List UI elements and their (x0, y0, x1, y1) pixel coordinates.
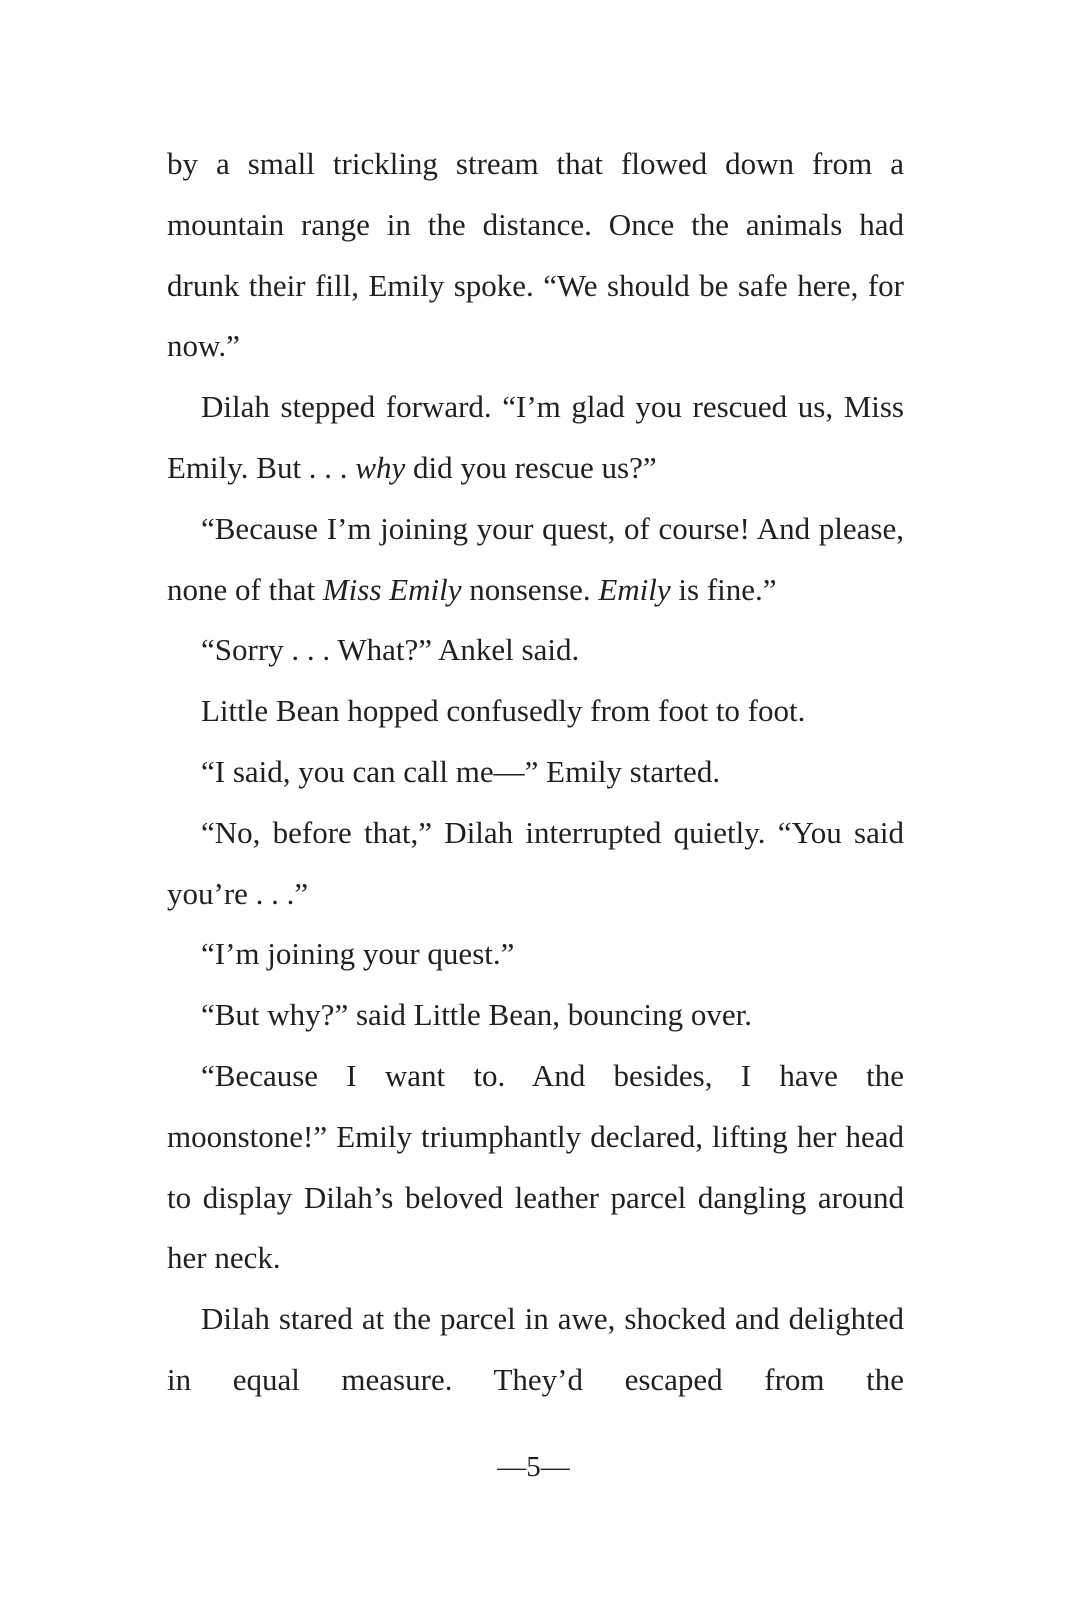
text-run: “No, before that,” Dilah interrupted quietly. “You said you’re . . .” (167, 814, 904, 911)
paragraph (167, 1046, 904, 1289)
italic-text: why (355, 449, 406, 485)
text-run: by a small trickling stream that flowed down from a mountain range in the distance. Once the animals had drunk their fill, Emily spoke. “We should be safe here, for now.” (167, 146, 904, 364)
paragraph (167, 499, 904, 621)
text-run: “Because I want to. And besides, I have the moonstone!” Emily triumphantly declared, lifting her head to display Dilah’s beloved leather parcel dangling around her neck. (167, 1057, 904, 1276)
italic-text: Emily (598, 571, 671, 607)
italic-text: Miss Emily (322, 571, 462, 607)
text-run: Dilah stepped forward. “I’m glad you rescued us, Miss Emily. But . . . (167, 389, 904, 485)
text-run: Little Bean hopped confusedly from foot to foot. (201, 693, 806, 729)
paragraph (167, 803, 904, 925)
text-run: did you rescue us?” (405, 449, 657, 485)
paragraph (167, 681, 904, 742)
paragraph (167, 377, 904, 499)
page-body (167, 134, 904, 1411)
paragraph (167, 924, 904, 985)
text-run: “Because I’m joining your quest, of course! And please, none of that (167, 510, 904, 607)
page-number: —5— (497, 1451, 570, 1483)
paragraph (167, 742, 904, 803)
text-run: “I’m joining your quest.” (201, 936, 515, 972)
text-run: “Sorry . . . What?” Ankel said. (201, 632, 580, 668)
text-run: is fine.” (670, 571, 777, 607)
paragraph (167, 1289, 904, 1411)
text-run: “But why?” said Little Bean, bouncing over. (201, 997, 752, 1033)
paragraph (167, 134, 904, 377)
paragraph (167, 620, 904, 681)
text-run: Dilah stared at the parcel in awe, shocked and delighted in equal measure. They’d escaped from the (167, 1301, 904, 1397)
paragraph (167, 985, 904, 1046)
text-run: “I said, you can call me—” Emily started. (201, 753, 721, 789)
text-run: nonsense. (461, 571, 599, 607)
